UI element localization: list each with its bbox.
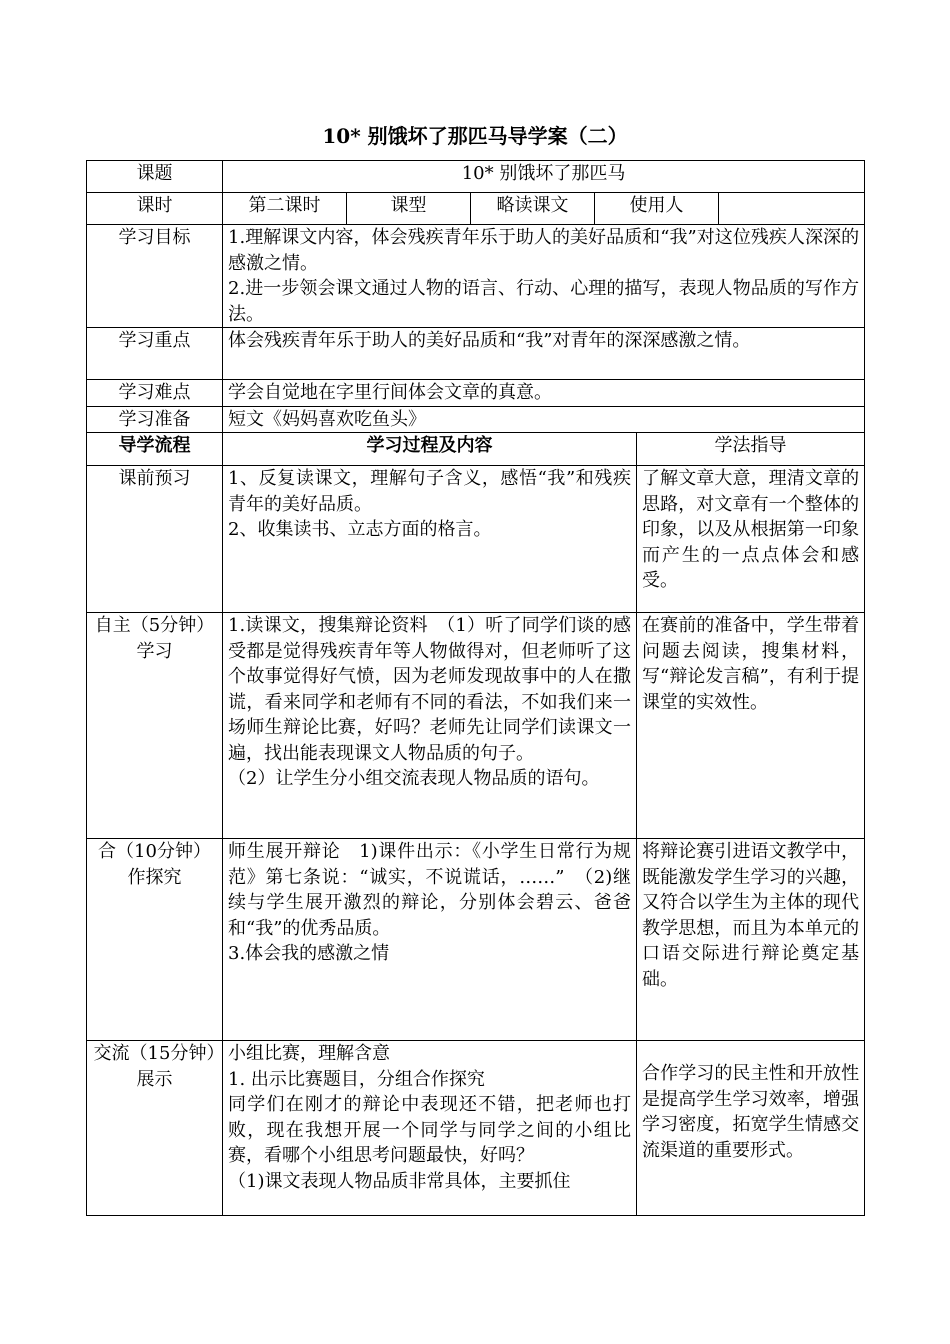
guide-cell: 合作学习的民主性和开放性是提高学生学习效率，增强学习密度，拓宽学生情感交流渠道的重要形式。 [637, 1041, 865, 1216]
goal-content [223, 225, 865, 328]
goal-row [87, 225, 865, 328]
lesson-plan-table [86, 160, 865, 1216]
content-cell [223, 466, 637, 613]
stage-cell: 交流（15分钟）展示 [87, 1041, 223, 1216]
content-paragraph: 3.体会我的感激之情 [228, 943, 390, 964]
prep-label: 学习准备 [87, 406, 223, 433]
table-row [87, 839, 865, 1041]
user-label: 使用人 [595, 193, 719, 225]
goal-label: 学习目标 [87, 225, 223, 328]
table-row [87, 1041, 865, 1216]
content-cell [223, 839, 637, 1041]
focus-row [87, 328, 865, 380]
type-label: 课型 [347, 193, 471, 225]
content-paragraph: 1.读课文，搜集辩论资料 （1）听了同学们谈的感受都是觉得残疾青年等人物做得对，但老师听了这个故事觉得好气愤，因为老师发现故事中的人在撒谎，看来同学和老师有不同的看法，不如我们来一场师生辩论比赛，好吗？老师先让同学们读课文一遍，找出能表现课文人物品质的句子。 [228, 615, 631, 764]
table-row [87, 613, 865, 839]
difficulty-row [87, 380, 865, 407]
topic-value: 10* 别饿坏了那匹马 [223, 161, 865, 193]
type-value: 略读课文 [471, 193, 595, 225]
period-row [87, 193, 865, 225]
stage-cell: 自主（5分钟）学习 [87, 613, 223, 839]
stage-cell: 课前预习 [87, 466, 223, 613]
guide-header: 学法指导 [637, 433, 865, 466]
content-paragraph: 1. 出示比赛题目，分组合作探究 [228, 1068, 485, 1090]
guide-cell: 在赛前的准备中，学生带着问题去阅读，搜集材料，写“辩论发言稿”，有利于提课堂的实效性。 [637, 613, 865, 839]
content-paragraph: 同学们在刚才的辩论中表现还不错，把老师也打败，现在我想开展一个同学与同学之间的小组比赛，看哪个小组思考问题最快，好吗？ [228, 1094, 631, 1166]
difficulty-value: 学会自觉地在字里行间体会文章的真意。 [223, 380, 865, 407]
stage-cell: 合（10分钟）作探究 [87, 839, 223, 1041]
guide-cell: 将辩论赛引进语文教学中，既能激发学生学习的兴趣，又符合以学生为主体的现代教学思想，而且为本单元的口语交际进行辩论奠定基础。 [637, 839, 865, 1041]
content-cell [223, 1041, 637, 1216]
period-label: 课时 [87, 193, 223, 225]
focus-label: 学习重点 [87, 328, 223, 380]
content-paragraph: 师生展开辩论 1)课件出示：《小学生日常行为规范》第七条说：“诚实，不说谎话，……” （2)继续与学生展开激烈的辩论，分别体会碧云、爸爸和“我”的优秀品质。 [228, 841, 631, 939]
content-paragraph: （2）让学生分小组交流表现人物品质的语句。 [228, 768, 600, 789]
content-cell [223, 613, 637, 839]
table-row [87, 466, 865, 613]
content-header: 学习过程及内容 [223, 433, 637, 466]
content-paragraph: 小组比赛，理解含意 [228, 1043, 390, 1064]
flow-header: 导学流程 [87, 433, 223, 466]
content-paragraph: 2、收集读书、立志方面的格言。 [228, 519, 492, 540]
prep-value: 短文《妈妈喜欢吃鱼头》 [223, 406, 865, 433]
column-header-row [87, 433, 865, 466]
content-paragraph: 1、反复读课文，理解句子含义，感悟“我”和残疾青年的美好品质。 [228, 468, 631, 515]
topic-label: 课题 [87, 161, 223, 193]
user-value [719, 193, 865, 225]
topic-row [87, 161, 865, 193]
prep-row [87, 406, 865, 433]
period-value: 第二课时 [223, 193, 347, 225]
guide-cell: 了解文章大意，理清文章的思路，对文章有一个整体的印象，以及从根据第一印象而产生的一点点体会和感受。 [637, 466, 865, 613]
difficulty-label: 学习难点 [87, 380, 223, 407]
focus-value: 体会残疾青年乐于助人的美好品质和“我”对青年的深深感激之情。 [223, 328, 865, 380]
document-title: 10* 别饿坏了那匹马导学案（二） [322, 124, 628, 148]
goal-item-2: 2.进一步领会课文通过人物的语言、行动、心理的描写，表现人物品质的写作方法。 [228, 278, 860, 325]
goal-item-1: 1.理解课文内容，体会残疾青年乐于助人的美好品质和“我”对这位残疾人深深的感激之情。 [228, 227, 860, 274]
content-paragraph: （1)课文表现人物品质非常具体，主要抓住 [228, 1170, 571, 1192]
